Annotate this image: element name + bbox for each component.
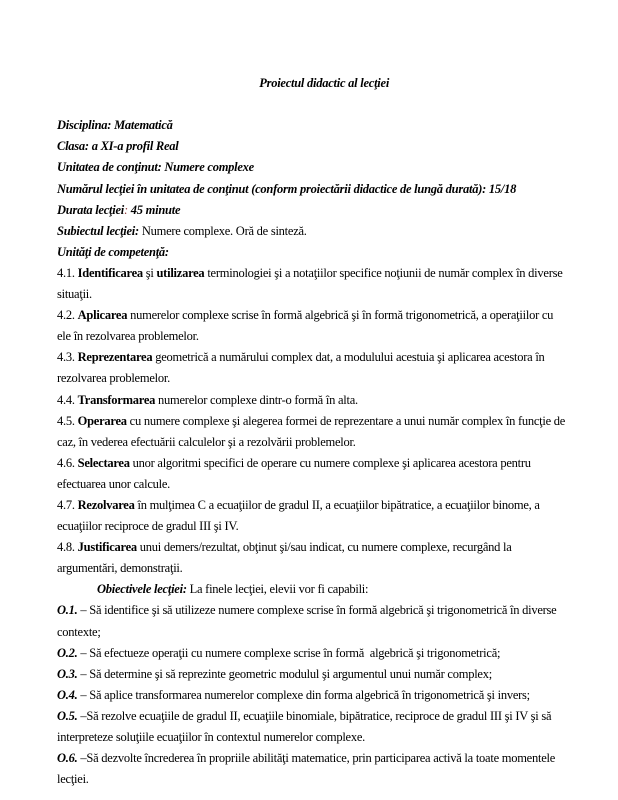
text-line bbox=[57, 516, 574, 537]
text-segment: 4.8. bbox=[57, 540, 78, 555]
text-line bbox=[57, 263, 574, 284]
text-segment: : bbox=[123, 202, 128, 217]
text-line bbox=[57, 495, 574, 516]
text-segment: –Să rezolve ecuaţiile de gradul II, ecuaţiile binomiale, bipătratice, reciproce de gradul III şi IV şi să bbox=[77, 708, 552, 723]
text-segment: 4.6. bbox=[57, 455, 78, 470]
text-segment: Disciplina: Matematică bbox=[57, 118, 173, 133]
text-segment: efectuarea unor calcule. bbox=[57, 476, 171, 491]
text-segment: Selectarea bbox=[77, 455, 130, 470]
text-segment: La finele lecţiei, elevii vor fi capabili: bbox=[186, 582, 369, 597]
document-title-line bbox=[57, 52, 574, 115]
text-segment: Rezolvarea bbox=[77, 497, 135, 512]
text-segment: O.6. bbox=[57, 751, 78, 766]
text-line bbox=[57, 664, 574, 685]
text-segment: contexte; bbox=[57, 624, 101, 639]
text-segment: O.4. bbox=[57, 687, 78, 702]
text-segment: numerelor complexe dintr-o formă în alta. bbox=[155, 392, 358, 407]
text-segment: 4.7. bbox=[57, 497, 78, 512]
text-segment: Subiectul lecţiei: bbox=[57, 223, 139, 238]
document-title: Proiectul didactic al lecţiei bbox=[259, 76, 390, 91]
text-line bbox=[57, 305, 574, 326]
text-segment: Operarea bbox=[77, 413, 127, 428]
text-line bbox=[57, 643, 574, 664]
text-segment: Numere complexe. Oră de sinteză. bbox=[138, 223, 307, 238]
text-segment: Unităţi de competenţă: bbox=[57, 244, 169, 259]
text-segment: 4.5. bbox=[57, 413, 78, 428]
text-segment: Aplicarea bbox=[77, 308, 128, 323]
text-segment: – Să determine şi să reprezinte geometric modulul şi argumentul unui număr complex; bbox=[77, 666, 492, 681]
text-line bbox=[57, 748, 574, 769]
text-segment: Obiectivele lecţiei: bbox=[97, 582, 187, 597]
text-segment: Justificarea bbox=[77, 540, 137, 555]
text-segment: geometrică a numărului complex dat, a modulului acestuia şi aplicarea acestora în bbox=[152, 350, 545, 365]
text-segment: O.5. bbox=[57, 708, 78, 723]
text-segment: lecţiei. bbox=[57, 772, 89, 787]
text-segment: rezolvarea problemelor. bbox=[57, 371, 170, 386]
text-line bbox=[57, 284, 574, 305]
text-segment: unui demers/rezultat, obţinut şi/sau indicat, cu numere complexe, recurgând la bbox=[136, 540, 512, 555]
text-segment: O.1. bbox=[57, 603, 78, 618]
text-segment: caz, în vederea efectuării calculelor şi a rezolvării problemelor. bbox=[57, 434, 356, 449]
document-body bbox=[57, 115, 574, 790]
text-line bbox=[57, 200, 574, 221]
text-line bbox=[57, 769, 574, 790]
text-line bbox=[57, 157, 574, 178]
text-line bbox=[57, 347, 574, 368]
text-line bbox=[57, 600, 574, 621]
text-segment: Numărul lecţiei în unitatea de conţinut (conform proiectării didactice de lungă durată): 15/18 bbox=[57, 181, 517, 196]
text-line bbox=[57, 221, 574, 242]
text-segment: în mulţimea C a ecuaţiilor de gradul II, a ecuaţiilor bipătratice, a ecuaţiilor binome, a bbox=[134, 497, 540, 512]
text-segment: Reprezentarea bbox=[77, 350, 153, 365]
text-segment: –Să dezvolte încrederea în propriile abilităţi matematice, prin participarea activă la toate momentele bbox=[77, 751, 556, 766]
text-segment: numerelor complexe scrise în formă algebrică şi în formă trigonometrică, a operaţiilor cu bbox=[127, 308, 554, 323]
text-line bbox=[57, 706, 574, 727]
text-line bbox=[57, 242, 574, 263]
text-segment: ele în rezolvarea problemelor. bbox=[57, 329, 199, 344]
text-segment: Identificarea bbox=[77, 265, 143, 280]
text-line bbox=[57, 579, 574, 600]
text-line bbox=[57, 453, 574, 474]
text-segment: ecuaţiilor reciproce de gradul III şi IV. bbox=[57, 519, 239, 534]
text-segment: O.2. bbox=[57, 645, 78, 660]
text-segment: 4.4. bbox=[57, 392, 78, 407]
text-segment: argumentări, demonstraţii. bbox=[57, 561, 183, 576]
text-line bbox=[57, 558, 574, 579]
text-line bbox=[57, 685, 574, 706]
text-segment: – Să aplice transformarea numerelor complexe din forma algebrică în trigonometrică şi invers; bbox=[77, 687, 530, 702]
text-segment: 4.3. bbox=[57, 350, 78, 365]
text-line bbox=[57, 368, 574, 389]
text-segment: 4.1. bbox=[57, 265, 78, 280]
text-segment: unor algoritmi specifici de operare cu numere complexe şi aplicarea acestora pentru bbox=[129, 455, 531, 470]
text-line bbox=[57, 179, 574, 200]
text-segment: Unitatea de conţinut: Numere complexe bbox=[57, 160, 254, 175]
text-segment: Durata lecţiei bbox=[57, 202, 124, 217]
text-segment: 4.2. bbox=[57, 308, 78, 323]
text-line bbox=[57, 326, 574, 347]
text-segment: O.3. bbox=[57, 666, 78, 681]
text-line bbox=[57, 622, 574, 643]
text-segment: şi bbox=[142, 265, 157, 280]
text-segment: – Să identifice şi să utilizeze numere complexe scrise în formă algebrică şi trigonometrică în diverse bbox=[77, 603, 557, 618]
text-line bbox=[57, 115, 574, 136]
text-segment: terminologiei şi a notaţiilor specifice noţiunii de număr complex în diverse bbox=[204, 265, 563, 280]
text-segment: utilizarea bbox=[156, 265, 205, 280]
text-segment: Transformarea bbox=[77, 392, 156, 407]
text-segment: situaţii. bbox=[57, 287, 92, 302]
text-segment: cu numere complexe şi alegerea formei de reprezentare a unui număr complex în funcţie de bbox=[126, 413, 566, 428]
text-segment: Clasa: a XI-a profil Real bbox=[57, 139, 179, 154]
text-line bbox=[57, 474, 574, 495]
text-line bbox=[57, 136, 574, 157]
text-segment: – Să efectueze operaţii cu numere complexe scrise în formă algebrică şi trigonometrică; bbox=[77, 645, 501, 660]
text-segment: interpreteze soluţiile ecuaţiilor în contextul numerelor complexe. bbox=[57, 730, 366, 744]
text-line bbox=[57, 390, 574, 411]
text-segment: 45 minute bbox=[127, 202, 181, 217]
text-line bbox=[57, 537, 574, 558]
text-line bbox=[57, 411, 574, 432]
text-line bbox=[57, 727, 574, 748]
text-line bbox=[57, 432, 574, 453]
